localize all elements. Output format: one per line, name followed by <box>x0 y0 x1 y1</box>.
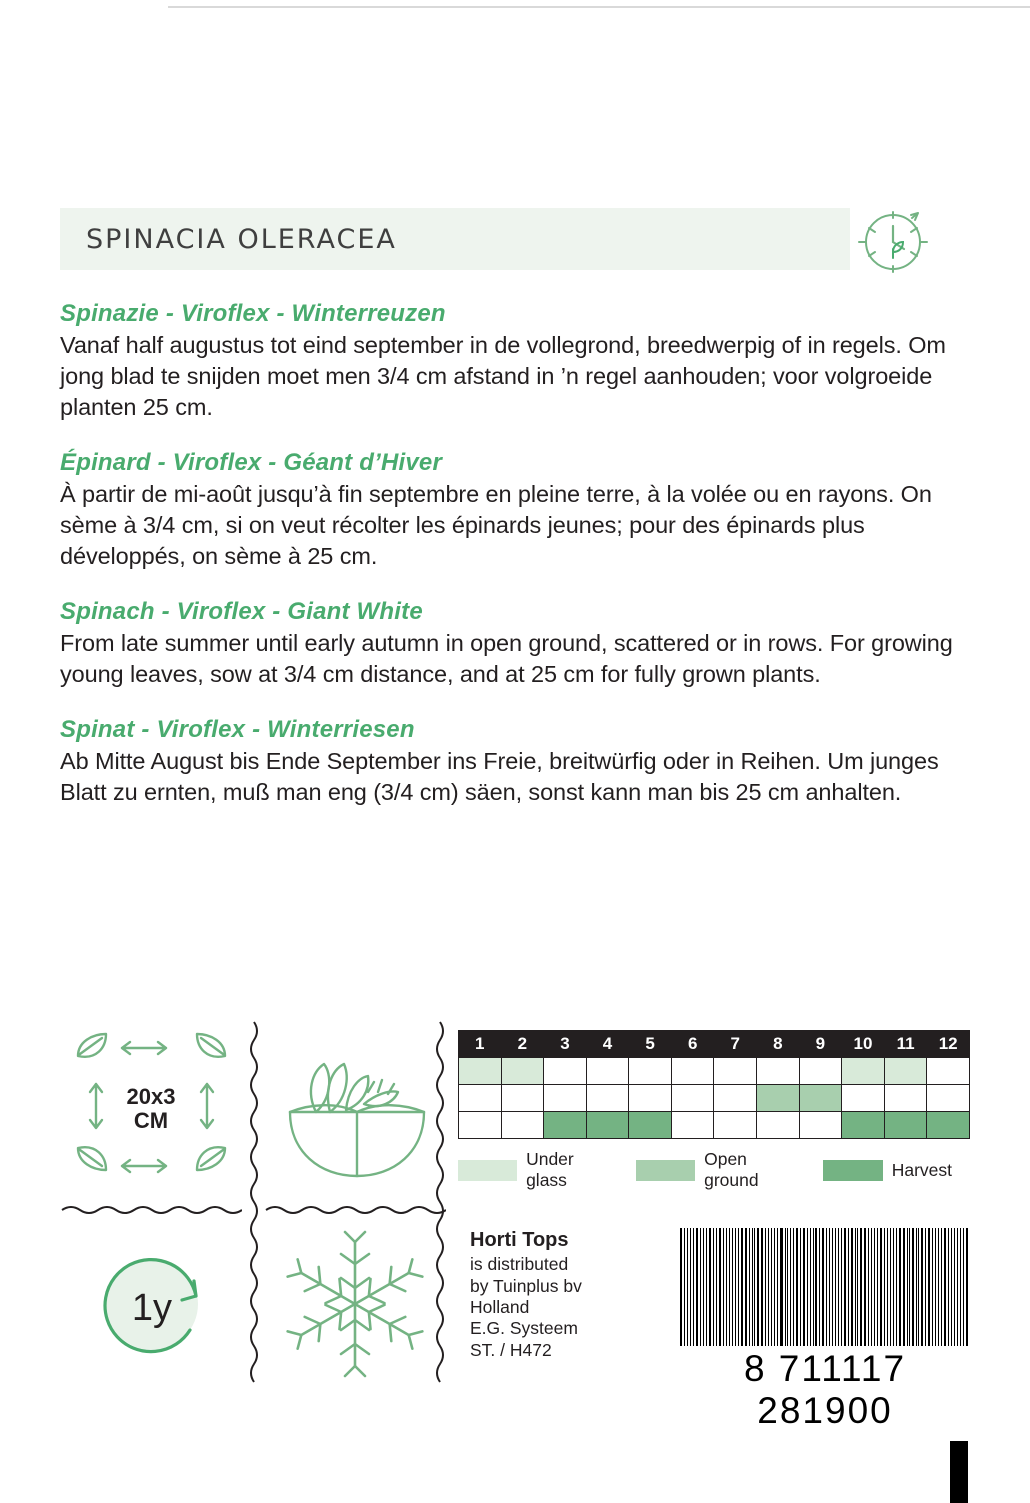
calendar-cell-none <box>629 1085 672 1112</box>
legend-swatch-open-ground <box>636 1160 695 1181</box>
month-header: 7 <box>714 1031 757 1058</box>
variety-body-en: From late summer until early autumn in open ground, scattered or in rows. For growing young leaves, sow at 3/4 cm distance, and at 25 cm for fully grown plants. <box>60 630 953 688</box>
calendar-cell-glass <box>842 1058 885 1085</box>
calendar-cell-open <box>799 1085 842 1112</box>
calendar-cell-harv <box>544 1112 587 1139</box>
salad-bowl-icon <box>268 1026 443 1194</box>
distributor-line-1: is distributed <box>470 1254 569 1275</box>
legend-item-under-glass <box>458 1149 618 1191</box>
month-header: 9 <box>799 1031 842 1058</box>
month-header: 1 <box>459 1031 502 1058</box>
legend-label-under-glass: Under glass <box>526 1149 574 1190</box>
month-header: 8 <box>757 1031 800 1058</box>
calendar-row <box>459 1085 970 1112</box>
calendar-cell-harv <box>884 1112 927 1139</box>
calendar-cell-none <box>544 1058 587 1085</box>
legend-label-open-ground: Open ground <box>704 1149 759 1190</box>
calendar-legend <box>458 1149 970 1191</box>
calendar-cell-none <box>884 1085 927 1112</box>
calendar-cell-none <box>799 1112 842 1139</box>
calendar-cell-none <box>459 1112 502 1139</box>
calendar-row <box>459 1112 970 1139</box>
squiggle-vertical-left <box>246 1020 262 1392</box>
bottom-crop-mark <box>950 1441 968 1503</box>
calendar-cell-none <box>586 1058 629 1085</box>
calendar-cell-none <box>586 1085 629 1112</box>
sowing-calendar <box>458 1030 970 1191</box>
calendar-cell-none <box>501 1112 544 1139</box>
language-block-nl <box>60 300 970 423</box>
calendar-table <box>458 1030 970 1139</box>
calendar-cell-harv <box>586 1112 629 1139</box>
distributor-line-3: Holland <box>470 1297 530 1318</box>
variety-title-en: Spinach - Viroflex - Giant White <box>60 598 423 626</box>
spacing-value-line1: 20x3 <box>126 1084 176 1109</box>
packet-back-content <box>60 208 970 808</box>
calendar-cell-none <box>459 1085 502 1112</box>
calendar-cell-glass <box>884 1058 927 1085</box>
variety-title-fr: Épinard - Viroflex - Géant d’Hiver <box>60 449 442 477</box>
top-rule <box>168 6 1030 8</box>
calendar-cell-open <box>757 1085 800 1112</box>
legend-swatch-harvest <box>823 1160 883 1181</box>
squiggle-horizontal-right <box>264 1202 446 1218</box>
legend-label-harvest: Harvest <box>891 1159 952 1180</box>
legend-swatch-under-glass <box>458 1160 517 1181</box>
distributor-line-5: ST. / H472 <box>470 1339 552 1360</box>
month-header: 12 <box>927 1031 970 1058</box>
squiggle-horizontal-left <box>60 1202 242 1218</box>
barcode <box>680 1228 970 1432</box>
calendar-cell-none <box>757 1112 800 1139</box>
month-header: 2 <box>501 1031 544 1058</box>
calendar-header-row <box>459 1031 970 1058</box>
variety-body-nl: Vanaf half augustus tot eind september in de vollegrond, breedwerpig of in regels. Om jong blad te snijden moet men 3/4 cm afstand in ’n regel aanhouden; voor volgroeide planten 25 cm. <box>60 332 946 421</box>
calendar-cell-none <box>714 1085 757 1112</box>
brand-name: Horti Tops <box>470 1229 569 1251</box>
calendar-body <box>459 1058 970 1139</box>
month-header: 10 <box>842 1031 885 1058</box>
latin-name-band <box>60 208 850 270</box>
calendar-cell-none <box>714 1112 757 1139</box>
spacing-value-line2: CM <box>133 1108 169 1133</box>
calendar-cell-glass <box>501 1058 544 1085</box>
variety-title-de: Spinat - Viroflex - Winterriesen <box>60 716 415 744</box>
distributor-line-4: E.G. Systeem <box>470 1318 578 1339</box>
calendar-row <box>459 1058 970 1085</box>
month-header: 6 <box>671 1031 714 1058</box>
calendar-cell-none <box>927 1085 970 1112</box>
variety-body-fr: À partir de mi-août jusqu’à fin septembre en pleine terre, à la volée ou en rayons. On sème à 3/4 cm, si on veut récolter les épinards jeunes; pour des épinards plus développés, on sème à 25 cm. <box>60 481 932 570</box>
legend-item-open-ground <box>636 1149 805 1191</box>
month-header: 3 <box>544 1031 587 1058</box>
snowflake-icon <box>268 1220 443 1388</box>
calendar-cell-none <box>501 1085 544 1112</box>
calendar-cell-none <box>671 1085 714 1112</box>
distributor-line-2: by Tuinplus bv <box>470 1275 582 1296</box>
variety-title-nl: Spinazie - Viroflex - Winterreuzen <box>60 300 446 327</box>
calendar-cell-none <box>799 1058 842 1085</box>
calendar-cell-glass <box>459 1058 502 1085</box>
legend-item-harvest <box>823 1149 952 1191</box>
calendar-cell-none <box>842 1085 885 1112</box>
one-year-cycle-icon <box>64 1220 239 1388</box>
calendar-cell-none <box>757 1058 800 1085</box>
month-header: 5 <box>629 1031 672 1058</box>
duration-label: 1y <box>131 1287 173 1329</box>
top-left-edge-bar <box>0 0 168 7</box>
plant-spacing-icon <box>64 1026 239 1194</box>
month-header: 4 <box>586 1031 629 1058</box>
calendar-cell-none <box>927 1058 970 1085</box>
calendar-cell-none <box>671 1058 714 1085</box>
clock-sprout-icon <box>852 206 934 278</box>
language-block-de <box>60 716 970 808</box>
calendar-cell-harv <box>629 1112 672 1139</box>
calendar-cell-none <box>544 1085 587 1112</box>
language-block-en <box>60 598 970 690</box>
variety-body-de: Ab Mitte August bis Ende September ins Freie, breitwürfig oder in Reihen. Um junges Blatt zu ernten, muß man eng (3/4 cm) säen, sonst kann man bis 25 cm anhalten. <box>60 748 939 806</box>
barcode-bars <box>680 1228 970 1346</box>
page-title: SPINACIA OLERACEA <box>86 223 397 255</box>
calendar-cell-harv <box>842 1112 885 1139</box>
month-header: 11 <box>884 1031 927 1058</box>
distributor-info <box>470 1228 650 1361</box>
calendar-cell-none <box>629 1058 672 1085</box>
calendar-cell-harv <box>927 1112 970 1139</box>
language-block-fr <box>60 449 970 572</box>
barcode-digits: 8 711117 281900 <box>743 1348 907 1431</box>
calendar-cell-none <box>671 1112 714 1139</box>
calendar-cell-none <box>714 1058 757 1085</box>
